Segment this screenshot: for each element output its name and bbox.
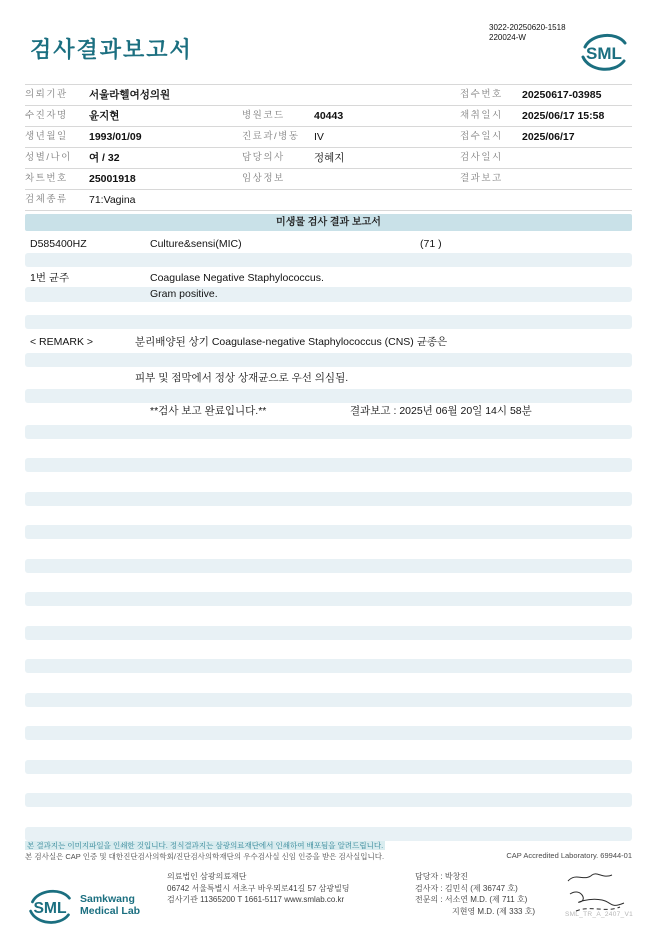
sml-logo-icon (578, 32, 630, 77)
field-value (522, 190, 632, 210)
remark-label: < REMARK > (30, 336, 94, 348)
footer-notice-cap: 본 검사실은 CAP 인증 및 대한진단검사의학회/진단검사의학재단의 우수검사실 신임 인증을 받은 검사실입니다. (25, 852, 385, 861)
field-label: 검사일시 (460, 152, 503, 163)
lab-address: 06742 서울특별시 서초구 바우뫼로41길 57 삼광빌딩 (167, 883, 350, 893)
field-value (522, 169, 632, 189)
empty-row-stripe (25, 760, 632, 774)
page-title: 검사결과보고서 (30, 37, 193, 62)
table-row (25, 106, 632, 127)
test-row (25, 236, 632, 252)
empty-row-stripe (25, 626, 632, 640)
empty-row-stripe (25, 793, 632, 807)
footer-logo (26, 888, 140, 925)
field-label (242, 85, 314, 105)
specimen-ref: (71 ) (420, 238, 442, 250)
isolate-label: 1번 균주 (30, 272, 70, 284)
field-value: 서울라헬여성의원 (89, 89, 171, 101)
field-label: 채취일시 (460, 110, 503, 121)
field-value: 2025/06/17 15:58 (522, 110, 605, 122)
empty-row-stripe (25, 425, 632, 439)
lab-org-name: 의료법인 삼광의료재단 (167, 872, 247, 881)
test-name: Culture&sensi(MIC) (150, 238, 242, 250)
remark-line2: 피부 및 점막에서 정상 상재균으로 우선 의심됨. (135, 372, 349, 384)
form-version-code: SML_TR_A_2407_V1 (564, 911, 633, 918)
empty-row-stripe (25, 827, 632, 841)
table-row (25, 169, 632, 190)
field-value (314, 169, 460, 189)
staff-md2: 지현영 M.D. (제 333 호) (452, 906, 536, 916)
field-value (314, 190, 460, 210)
field-value: 71:Vagina (89, 194, 136, 206)
empty-row-stripe (25, 559, 632, 573)
table-row (25, 127, 632, 148)
report-datetime: 결과보고 : 2025년 06월 20일 14시 58분 (350, 405, 532, 417)
isolate-row (25, 270, 632, 286)
footer-notice-highlighted: 본 결과지는 이미지파일을 인쇄한 것입니다. 정식결과지는 삼광의료재단에서 인쇄하여 배포됨을 알려드립니다. (27, 841, 384, 850)
gram-stain-row: Gram positive. (25, 287, 632, 302)
empty-row-stripe (25, 693, 632, 707)
lab-address-block (167, 871, 350, 906)
field-label: 접수일시 (460, 131, 503, 142)
table-row (25, 85, 632, 106)
lab-name-line2: Medical Lab (80, 905, 141, 917)
document-code-line2: 220024-W (489, 32, 526, 42)
field-value (314, 85, 460, 105)
remark-row (25, 334, 632, 350)
field-label: 차트번호 (25, 173, 68, 184)
field-label: 생년월일 (25, 131, 68, 142)
field-label: 수진자명 (25, 110, 68, 121)
empty-row-stripe (25, 315, 632, 329)
remark-line1: 분리배양된 상기 Coagulase-negative Staphylococcus (CNS) 균종은 (135, 336, 448, 348)
patient-info-table (25, 84, 632, 211)
staff-block (415, 871, 535, 917)
empty-row-stripe (25, 353, 632, 367)
svg-text:SML: SML (33, 899, 67, 917)
cap-accreditation-text: CAP Accredited Laboratory. 69944-01 (506, 851, 632, 860)
empty-row-stripe (25, 253, 632, 267)
field-value (522, 148, 632, 168)
field-value: 2025/06/17 (522, 131, 575, 143)
empty-row-stripe (25, 389, 632, 403)
test-code: D585400HZ (30, 238, 87, 250)
svg-text:SML: SML (586, 44, 622, 63)
field-label (460, 190, 522, 210)
table-row (25, 148, 632, 169)
remark-row2 (25, 370, 632, 386)
field-label: 담당의사 (242, 152, 285, 163)
field-label: 결과보고 (460, 173, 503, 184)
field-value: 윤지현 (89, 110, 120, 122)
field-label: 의뢰기관 (25, 89, 68, 100)
staff-examiner: 검사자 : 김민식 (제 36747 호) (415, 883, 518, 893)
lab-name-english (80, 888, 140, 917)
empty-row-stripe (25, 458, 632, 472)
isolate-result: Coagulase Negative Staphylococcus. (150, 272, 324, 284)
lab-name-line1: Samkwang (80, 893, 135, 905)
field-value: 25001918 (89, 173, 136, 185)
section-header-micro: 미생물 검사 결과 보고서 (25, 214, 632, 231)
field-label: 임상정보 (242, 173, 285, 184)
field-label (242, 190, 314, 210)
sml-logo-icon (26, 888, 74, 925)
lab-contact: 검사기관 11365200 T 1661-5117 www.smlab.co.kr (167, 895, 345, 904)
staff-md1: 전문의 : 서소연 M.D. (제 711 호) (415, 895, 528, 904)
field-value: 여 / 32 (89, 152, 120, 164)
document-code (489, 23, 566, 42)
field-value: 정혜지 (314, 152, 345, 164)
completion-note: **검사 보고 완료입니다.** (150, 405, 267, 417)
field-value: 1993/01/09 (89, 131, 142, 143)
empty-row-stripe (25, 726, 632, 740)
field-value: 20250617-03985 (522, 89, 602, 101)
field-label: 검체종류 (25, 194, 68, 205)
field-label: 접수번호 (460, 89, 503, 100)
field-label: 성별/나이 (25, 152, 72, 163)
field-value: 40443 (314, 110, 344, 122)
staff-manager: 담당자 : 박창진 (415, 872, 469, 881)
completion-row (25, 403, 632, 419)
table-row (25, 190, 632, 211)
field-label: 진료과/병동 (242, 131, 300, 142)
empty-row-stripe (25, 659, 632, 673)
field-label: 병원코드 (242, 110, 285, 121)
empty-row-stripe (25, 492, 632, 506)
empty-row-stripe (25, 525, 632, 539)
field-value: IV (314, 131, 324, 143)
empty-row-stripe (25, 592, 632, 606)
document-code-line1: 3022-20250620-1518 (489, 23, 566, 32)
